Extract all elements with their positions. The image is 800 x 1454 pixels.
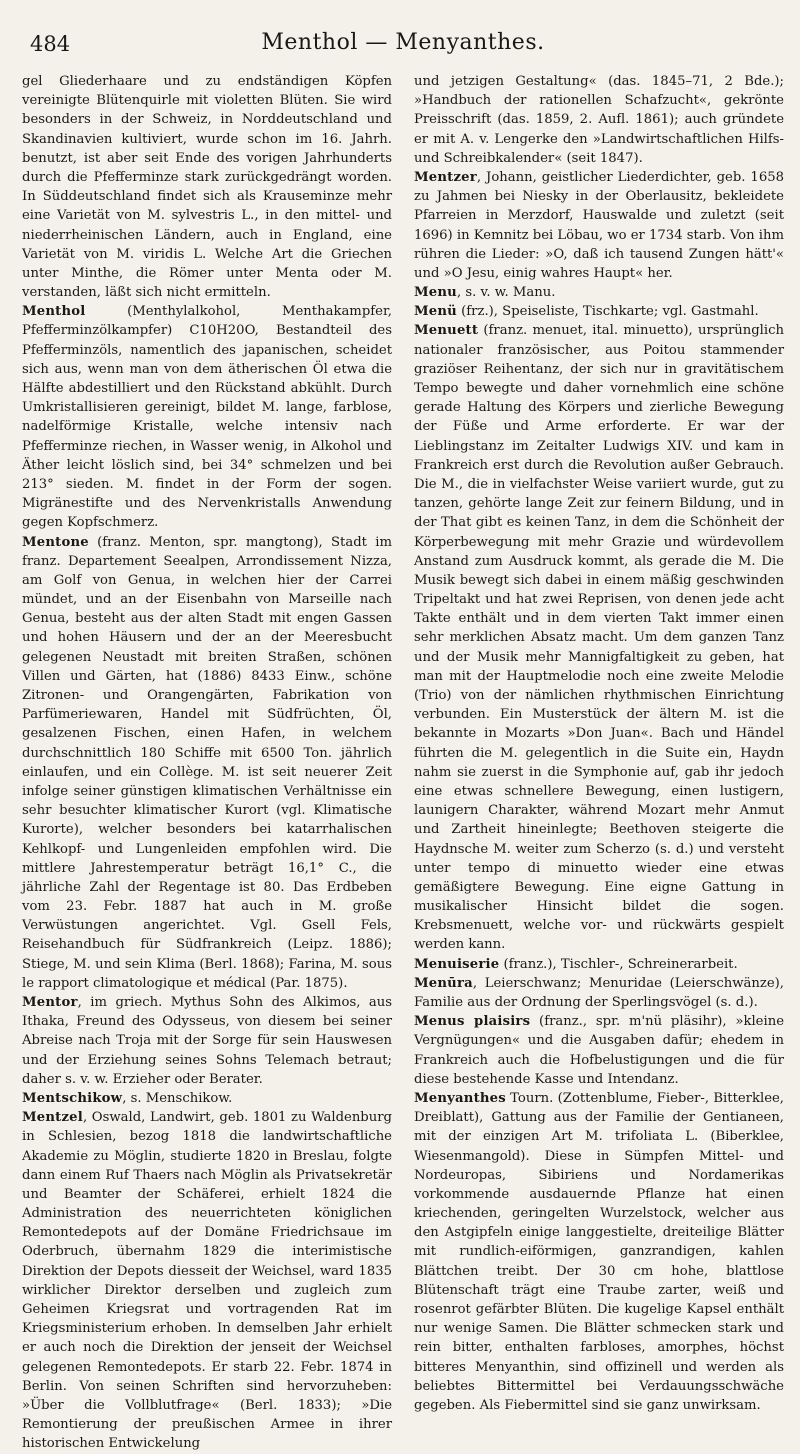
entry-text: (franz., spr. m'nü pläsihr), »kleine Vergnügungen« und die Ausgaben dafür; ehedem in Frankreich auch die Hofbelustigungen und die für diese bestehende Kasse und Intendanz. bbox=[414, 1014, 784, 1087]
dictionary-entry bbox=[414, 955, 784, 974]
dictionary-entry bbox=[414, 321, 784, 954]
entry-text: (franz. Menton, spr. mangtong), Stadt im franz. Departement Seealpen, Arrondissement Nizza, am Golf von Genua, in welchen hier der Carrei mündet, und an der Eisenbahn von Marseille nach Genua, besteht aus der alten Stadt mit engen Gassen und hohen Häusern und der an der Meeresbucht gelegenen Neustadt mit breiten Straßen, schönen Villen und Gärten, hat (1886) 8433 Einw., schöne Zitronen- und Orangengärten, Fabrikation von Parfümeriewaren, Handel mit Südfrüchten, Öl, gesalzenen Fischen, einen Hafen, in welchem durchschnittlich 180 Schiffe mit 6500 Ton. jährlich einlaufen, und ein Collège. M. ist seit neuerer Zeit infolge seiner günstigen klimatischen Verhältnisse ein sehr besuchter klimatischer Kurort (vgl. Klimatische Kurorte), welcher besonders bei katarrhalischen Kehlkopf- und Lungenleiden empfohlen wird. Die mittlere Jahrestemperatur beträgt 16,1° C., die jährliche Zahl der Regentage ist 80. Das Erdbeben vom 23. Febr. 1887 hat auch in M. große Verwüstungen angerichtet. Vgl. Gsell Fels, Reisehandbuch für Südfrankreich (Leipz. 1886); Stiege, M. und sein Klima (Berl. 1868); Farina, M. sous le rapport climatologique et médical (Par. 1875). bbox=[22, 534, 392, 991]
dictionary-entry bbox=[22, 1108, 392, 1453]
right-column bbox=[414, 72, 784, 1454]
entry-text: , s. Menschikow. bbox=[122, 1090, 233, 1106]
entry-headword: Mentone bbox=[22, 534, 89, 550]
entry-continuation bbox=[22, 72, 392, 302]
entry-text: , im griech. Mythus Sohn des Alkimos, aus Ithaka, Freund des Odysseus, von diesem bei seiner Abreise nach Troja mit der Sorge für sein Hauswesen und der Erziehung seines Sohns Telemach betraut; daher s. v. w. Erzieher oder Berater. bbox=[22, 995, 392, 1087]
page-number: 484 bbox=[30, 32, 71, 56]
entry-text: und jetzigen Gestaltung« (das. 1845–71, 2 Bde.); »Handbuch der rationellen Schafzucht«, gekrönte Preisschrift (das. 1859, 2. Aufl. 1861); auch gründete er mit A. v. Lengerke den »Landwirtschaftlichen Hilfs- und Schreibkalender« (seit 1847). bbox=[414, 74, 784, 166]
running-head: Menthol — Menyanthes. bbox=[261, 30, 545, 55]
dictionary-entry bbox=[414, 974, 784, 1012]
entry-headword: Menūra bbox=[414, 975, 473, 991]
entry-headword: Menuiserie bbox=[414, 956, 500, 972]
entry-text: (franz. menuet, ital. minuetto), ursprünglich nationaler französischer, aus Poitou stammender graziöser Reihentanz, der sich nur in gravitätischem Tempo bewegte und daher vornehmlich eine schöne gerade Haltung des Körpers und zierliche Bewegung der Füße und Arme erforderte. Er war der Lieblingstanz im Zeitalter Ludwigs XIV. und kam in Frankreich erst durch die Revolution außer Gebrauch. Die M., die in vielfachster Weise variiert wurde, gut zu tanzen, gehörte lange Zeit zur feinern Bildung, und in der That gibt es keinen Tanz, in dem die Schönheit der Körperbewegung mit mehr Grazie und würdevollem Anstand zum Ausdruck kommt, als gerade die M. Die Musik bewegt sich dabei in einem mäßig geschwinden Tripeltakt und hat zwei Reprisen, von denen jede acht Takte enthält und in dem vierten Takt immer einen sehr merklichen Absatz macht. Um dem ganzen Tanz und der Musik mehr Mannigfaltigkeit zu geben, hat man mit der Hauptmelodie noch eine zweite Melodie (Trio) von der nämlichen rhythmischen Einrichtung verbunden. Ein Musterstück der ältern M. ist die bekannte in Mozarts »Don Juan«. Bach und Händel führten die M. gelegentlich in die Suite ein, Haydn nahm sie zuerst in die Symphonie auf, gab ihr jedoch eine etwas schnellere Bewegung, einen lustigern, launigern Charakter, während Mozart mehr Anmut und Zartheit hineinlegte; Beethoven steigerte die Haydnsche M. weiter zum Scherzo (s. d.) und versteht unter tempo di minuetto wieder eine etwas gemäßigtere Bewegung. Eine eigne Gattung in musikalischer Hinsicht bildet die sogen. Krebsmenuett, welche vor- und rückwärts gespielt werden kann. bbox=[414, 323, 784, 953]
dictionary-entry bbox=[22, 302, 392, 532]
entry-text: , s. v. w. Manu. bbox=[456, 285, 556, 301]
entry-headword: Menü bbox=[414, 304, 457, 320]
entry-text: , Leierschwanz; Menuridae (Leierschwänze), Familie aus der Ordnung der Sperlingsvögel (s. d.). bbox=[414, 975, 784, 1010]
dictionary-entry bbox=[22, 533, 392, 994]
entry-headword: Menthol bbox=[22, 304, 86, 320]
entry-text: (Menthylalkohol, Menthakampfer, Pfefferminzölkampfer) C10H20O, Bestandteil des Pfefferminzöls, namentlich des japanischen, scheidet sich aus, wenn man von dem ätherischen Öl etwa die Hälfte abdestilliert und den Rückstand abkühlt. Durch Umkristallisieren gereinigt, bildet M. lange, farblose, nadelförmige Kristalle, welche intensiv nach Pfefferminze riechen, in Wasser wenig, in Alkohol und Äther leicht löslich sind, bei 34° schmelzen und bei 213° sieden. M. findet in der Form der sogen. Migränestifte und des Nervenkristalls Anwendung gegen Kopfschmerz. bbox=[22, 304, 392, 531]
dictionary-entry bbox=[22, 993, 392, 1089]
entry-headword: Mentzer bbox=[414, 169, 477, 185]
dictionary-entry bbox=[414, 283, 784, 302]
entry-text: (franz.), Tischler-, Schreinerarbeit. bbox=[499, 956, 738, 972]
entry-text: , Johann, geistlicher Liederdichter, geb. 1658 zu Jahmen bei Niesky in der Oberlausitz, bekleidete Pfarreien in Merzdorf, Hauswalde und zuletzt (seit 1696) in Kemnitz bei Löbau, wo er 1734 starb. Von ihm rühren die Lieder: »O, daß ich tausend Zungen hätt'« und »O Jesu, einig wahres Haupt« her. bbox=[414, 169, 784, 281]
entry-headword: Menus plaisirs bbox=[414, 1014, 531, 1030]
entry-text: (frz.), Speiseliste, Tischkarte; vgl. Gastmahl. bbox=[456, 304, 759, 320]
entry-text: Tourn. (Zottenblume, Fieber-, Bitterklee, Dreiblatt), Gattung aus der Familie der Gentianeen, mit der einzigen Art M. trifoliata L. (Biberklee, Wiesenmangold). Diese in Sümpfen Mittel- und Nordeuropas, Sibiriens und Nordamerikas vorkommende ausdauernde Pflanze hat einen kriechenden, geringelten Wurzelstock, welcher aus den Astgipfeln einige langgestielte, dreiteilige Blätter mit rundlich-eiförmigen, ganzrandigen, kahlen Blättchen treibt. Der 30 cm hohe, blattlose Blütenschaft trägt eine Traube zarter, weiß und rosenrot gefärbter Blüten. Die kugelige Kapsel enthält nur wenige Samen. Die Blätter schmecken stark und rein bitter, enthalten farbloses, amorphes, höchst bitteres Menyanthin, sind offizinell und werden als beliebtes Bittermittel bei Verdauungsschwäche gegeben. Als Fiebermittel sind sie ganz unwirksam. bbox=[414, 1090, 784, 1413]
text-columns bbox=[22, 72, 784, 1454]
entry-text: , Oswald, Landwirt, geb. 1801 zu Waldenburg in Schlesien, bezog 1818 die landwirtschaftliche Akademie zu Möglin, studierte 1820 in Breslau, folgte dann einem Ruf Thaers nach Möglin als Privatsekretär und Beamter der Schäferei, erhielt 1824 die Administration des neuerrichteten königlichen Remontedepots auf der Domäne Friedrichsaue im Oderbruch, übernahm 1829 die interimistische Direktion der Depots diesseit der Weichsel, ward 1835 wirklicher Direktor derselben und zugleich zum Geheimen Kriegsrat und vortragenden Rat im Kriegsministerium erhoben. In demselben Jahr erhielt er auch noch die Direktion der jenseit der Weichsel gelegenen Remontedepots. Er starb 22. Febr. 1874 in Berlin. Von seinen Schriften sind hervorzuheben: »Über die Vollblutfrage« (Berl. 1833); »Die Remontierung der preußischen Armee in ihrer historischen Entwickelung bbox=[22, 1110, 392, 1452]
left-column bbox=[22, 72, 392, 1454]
page-header bbox=[22, 8, 784, 60]
dictionary-entry bbox=[414, 168, 784, 283]
dictionary-entry bbox=[22, 1089, 392, 1108]
dictionary-entry bbox=[414, 1012, 784, 1089]
entry-headword: Menu bbox=[414, 285, 457, 301]
dictionary-entry bbox=[414, 302, 784, 321]
entry-headword: Mentzel bbox=[22, 1110, 83, 1126]
entry-continuation bbox=[414, 72, 784, 168]
entry-headword: Menuett bbox=[414, 323, 479, 339]
entry-headword: Menyanthes bbox=[414, 1090, 506, 1106]
entry-text: gel Gliederhaare und zu endständigen Köpfen vereinigte Blütenquirle mit violetten Blüten. Sie wird besonders in der Schweiz, in Norddeutschland und Skandinavien kultiviert, wurde schon im 16. Jahrh. benutzt, ist aber seit Ende des vorigen Jahrhunderts durch die Pfefferminze stark zurückgedrängt worden. In Süddeutschland findet sich als Krauseminze mehr eine Varietät von M. sylvestris L., in den mittel- und niederrheinischen Ländern, auch in England, eine Varietät von M. viridis L. Welche Art die Griechen unter Minthe, die Römer unter Menta oder M. verstanden, läßt sich nicht ermitteln. bbox=[22, 74, 392, 301]
entry-headword: Mentschikow bbox=[22, 1090, 123, 1106]
entry-headword: Mentor bbox=[22, 995, 78, 1010]
dictionary-entry bbox=[414, 1089, 784, 1415]
